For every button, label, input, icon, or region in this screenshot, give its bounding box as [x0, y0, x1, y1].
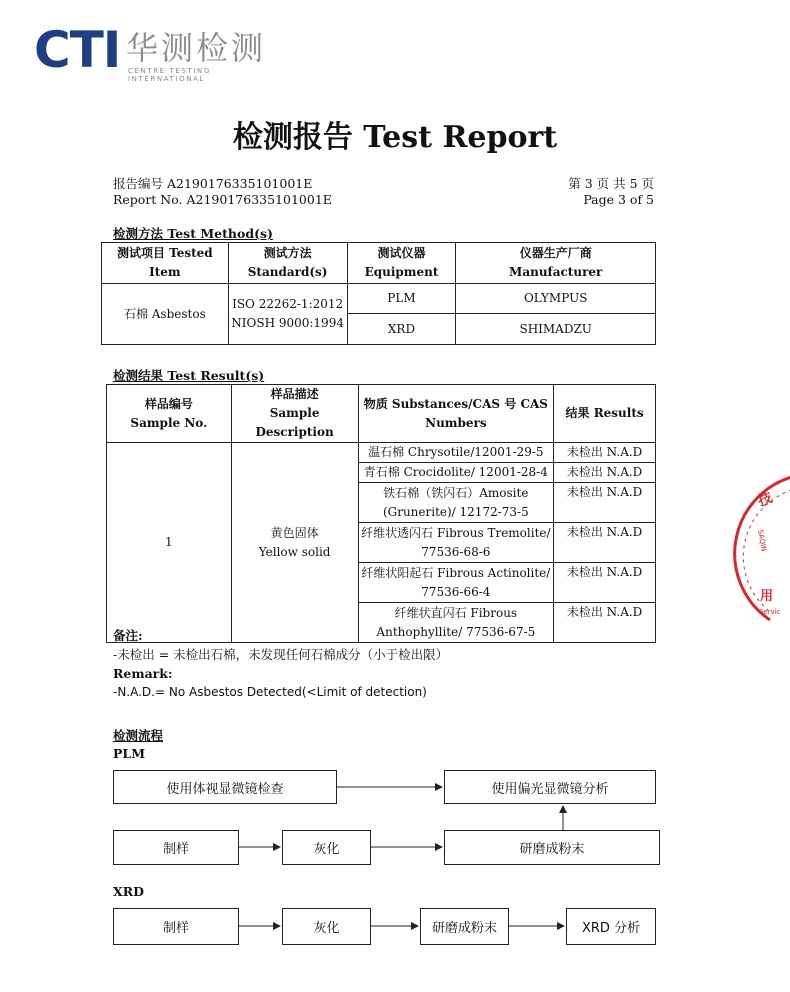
page-indicator-cn: 第 3 页 共 5 页 [568, 176, 654, 191]
plm-sample-box: 制样 [113, 830, 239, 865]
logo-english-name: CENTRE TESTING INTERNATIONAL [128, 67, 211, 83]
logo-brand: CTI [34, 21, 121, 79]
equipment-cell: XRD [347, 314, 456, 345]
header-sample-description: 样品描述 Sample Description [231, 385, 358, 443]
plm-grind-box: 研磨成粉末 [444, 830, 660, 865]
remark-cn-heading: 备注: [113, 628, 143, 643]
header-substances: 物质 Substances/CAS 号 CAS Numbers [358, 385, 554, 443]
result-cell: 未检出 N.A.D [554, 523, 656, 563]
flow-heading: 检测流程 [113, 728, 164, 743]
substance-cell: 温石棉 Chrysotile/12001-29-5 [358, 443, 554, 463]
header-sample-no: 样品编号 Sample No. [107, 385, 232, 443]
result-cell: 未检出 N.A.D [554, 603, 656, 643]
manufacturer-cell: OLYMPUS [456, 284, 656, 314]
equipment-cell: PLM [347, 284, 456, 314]
method-heading: 检测方法 Test Method(s) [113, 226, 273, 241]
header-standard: 测试方法 Standard(s) [228, 243, 347, 284]
tested-item-cell: 石棉 Asbestos [102, 284, 229, 345]
report-number-en: Report No. A2190176335101001E [113, 192, 332, 207]
svg-text:技: 技 [755, 489, 775, 510]
official-stamp [730, 470, 790, 640]
remark-en-heading: Remark: [113, 666, 173, 681]
xrd-grind-box: 研磨成粉末 [420, 908, 509, 945]
logo-chinese-name: 华测检测 [126, 29, 267, 67]
xrd-analysis-box: XRD 分析 [566, 908, 656, 945]
header-equipment: 测试仪器 Equipment [347, 243, 456, 284]
substance-cell: 纤维状阳起石 Fibrous Actinolite/ 77536-66-4 [358, 563, 554, 603]
sample-number-cell: 1 [107, 443, 232, 643]
svg-text:Servic: Servic [759, 608, 781, 616]
result-cell: 未检出 N.A.D [554, 483, 656, 523]
result-cell: 未检出 N.A.D [554, 443, 656, 463]
header-manufacturer: 仪器生产厂商 Manufacturer [456, 243, 656, 284]
substance-cell: 青石棉 Crocidolite/ 12001-28-4 [358, 463, 554, 483]
remark-en-text: -N.A.D.= No Asbestos Detected(<Limit of detection) [113, 685, 427, 699]
plm-ash-box: 灰化 [282, 830, 371, 865]
xrd-sample-box: 制样 [113, 908, 239, 945]
xrd-ash-box: 灰化 [282, 908, 371, 945]
result-heading: 检测结果 Test Result(s) [113, 368, 265, 383]
result-cell: 未检出 N.A.D [554, 563, 656, 603]
standard-cell: ISO 22262-1:2012 NIOSH 9000:1994 [228, 284, 347, 345]
report-number-cn: 报告编号 A2190176335101001E [113, 176, 313, 191]
manufacturer-cell: SHIMADZU [456, 314, 656, 345]
result-cell: 未检出 N.A.D [554, 463, 656, 483]
header-tested-item: 测试项目 Tested Item [102, 243, 229, 284]
svg-text:用: 用 [760, 589, 774, 604]
page-indicator-en: Page 3 of 5 [583, 192, 654, 207]
plm-stereo-box: 使用体视显微镜检查 [113, 770, 337, 804]
report-title: 检测报告 Test Report [232, 120, 558, 155]
substance-cell: 纤维状透闪石 Fibrous Tremolite/ 77536-68-6 [358, 523, 554, 563]
substance-cell: 铁石棉（铁闪石）Amosite (Grunerite)/ 12172-73-5 [358, 483, 554, 523]
svg-text:SAQIN: SAQIN [756, 528, 768, 553]
plm-label: PLM [113, 746, 146, 761]
sample-description-cell: 黄色固体 Yellow solid [231, 443, 358, 643]
plm-polarized-box: 使用偏光显微镜分析 [444, 770, 656, 804]
remark-cn-text: -未检出 = 未检出石棉，未发现任何石棉成分（小于检出限） [113, 647, 449, 662]
xrd-label: XRD [113, 884, 144, 899]
substance-cell: 纤维状直闪石 Fibrous Anthophyllite/ 77536-67-5 [358, 603, 554, 643]
header-results: 结果 Results [554, 385, 656, 443]
